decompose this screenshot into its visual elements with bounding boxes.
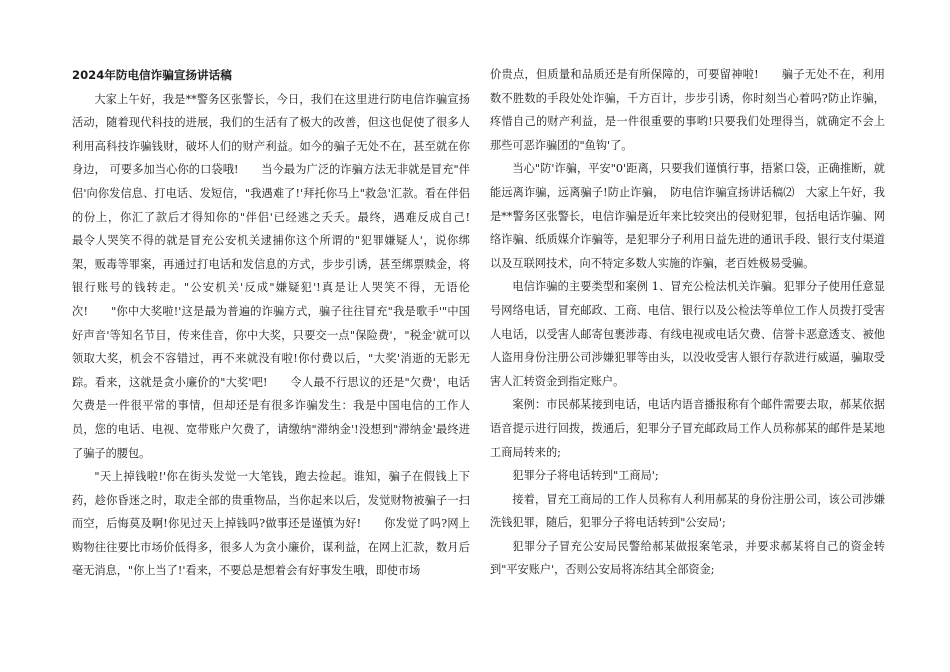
right-column xyxy=(490,63,885,582)
body-paragraph: "天上掉钱啦!'你在街头发觉一大笔钱，跑去捡起。谁知，骗子在假钱上下药，趁你昏迷之时，取走全部的贵重物品，当你起来以后，发觉财物被骗子一扫而空，后悔莫及啊!你见过天上掉钱吗?做事还是谨慎为好! 你发觉了吗?网上购物往往要比市场价低得多，很多人为贪小廉价，谋利益，在网上汇款，数月后毫无消息，"你上当了!'看来，不要总是想着会有好事发生哦，即使市场 xyxy=(72,470,470,578)
left-column xyxy=(72,64,493,583)
body-paragraph: 接着，冒充工商局的工作人员称有人利用郝某的身份注册公司，该公司涉嫌洗钱犯罪，随后，犯罪分子将电话转到"公安局'; xyxy=(490,492,885,530)
body-paragraph: 犯罪分子将电话转到"工商局'; xyxy=(512,469,659,483)
body-paragraph: 当心"防'诈骗，平安"0'距离，只要我们谨慎行事，捂紧口袋，正确推断，就能远离诈骗，远离骗子!防止诈骗， 防电信诈骗宣扬讲话稿⑵ 大家上午好，我是**警务区张警长，电信诈骗是近年来比较突出的侵财犯罪，包括电话诈骗、网络诈骗、纸质媒介诈骗等，是犯罪分子利用日益先进的通讯手段、银行支付渠道以及互联网技术，向不特定多数人实施的诈骗，老百姓极易受骗。 xyxy=(490,162,885,270)
body-paragraph: 电信诈骗的主要类型和案例 1、冒充公检法机关诈骗。犯罪分子使用任意显号网络电话，冒充邮政、工商、电信、银行以及公检法等单位工作人员拨打受害人电话，以受害人邮寄包裹涉毒、有线电视或电话欠费、信誉卡恶意透支、被他人盗用身份注册公司涉嫌犯罪等由头，以没收受害人银行存款进行威逼，骗取受害人汇转资金到指定账户。 xyxy=(490,280,885,388)
body-paragraph: 价贵点，但质量和品质还是有所保障的，可要留神啦! 骗子无处不在，利用数不胜数的手段处处诈骗，千方百计，步步引诱，你时刻当心着吗?防止诈骗，疼惜自己的财产利益，是一件很重要的事哟!只要我们处理得当，就确定不会上那些可恶诈骗团的"鱼钩'了。 xyxy=(490,68,885,152)
document-title: 2024年防电信诈骗宣扬讲话稿 xyxy=(72,68,232,82)
body-paragraph: 案例：市民郝某接到电话，电话内语音播报称有个邮件需要去取，郝某依据语音提示进行回拨，拨通后，犯罪分子冒充邮政局工作人员称郝某的邮件是某地工商局转来的; xyxy=(490,398,885,459)
body-paragraph: 犯罪分子冒充公安局民警给郝某做报案笔录，并要求郝某将自己的资金转到"平安账户'，否则公安局将冻结其全部资金; xyxy=(490,539,885,577)
body-paragraph: 大家上午好，我是**警务区张警长，今日，我们在这里进行防电信诈骗宣扬活动，随着现代科技的进展，我们的生活有了极大的改善，但这也促使了很多人利用高科技诈骗钱财，破坏人们的财产利益。如今的骗子无处不在，甚至就在你身边， 可要多加当心你的口袋哦! 当今最为广泛的诈骗方法无非就是冒充"伴侣'向你发信息、打电话、发短信，"我遇难了!'拜托你马上"救急'汇款。看在伴侣的份上，你汇了款后才得知你的"伴侣'已经逃之夭夭。最终，遇难反成自己! 最令人哭笑不得的就是冒充公安机关逮捕你这个所谓的"犯罪嫌疑人'，说你绑架，贩毒等罪案，再通过打电话和发信息的方式，步步引诱，甚至绑票赎金，将银行账号的钱转走。"公安机关'反成"嫌疑犯'!真是让人哭笑不得，无语伦次! "你中大奖啦!'这是最为普遍的诈骗方式，骗子往往冒充"我是歌手'"中国好声音'等知名节目，传来佳音，你中大奖，只要交一点"保险费'，"税金'就可以领取大奖，机会不容错过，再不来就没有啦!你付费以后，"大奖'消逝的无影无踪。看来，这就是贪小廉价的"大奖'吧! 令人最不行思议的还是"欠费'，电话欠费是一件很平常的事情，但却还是有很多诈骗发生：我是中国电信的工作人员，您的电话、电视、宽带账户欠费了，请缴纳"滞纳金'!没想到"滞纳金'最终进了骗子的腰包。 xyxy=(72,92,493,460)
